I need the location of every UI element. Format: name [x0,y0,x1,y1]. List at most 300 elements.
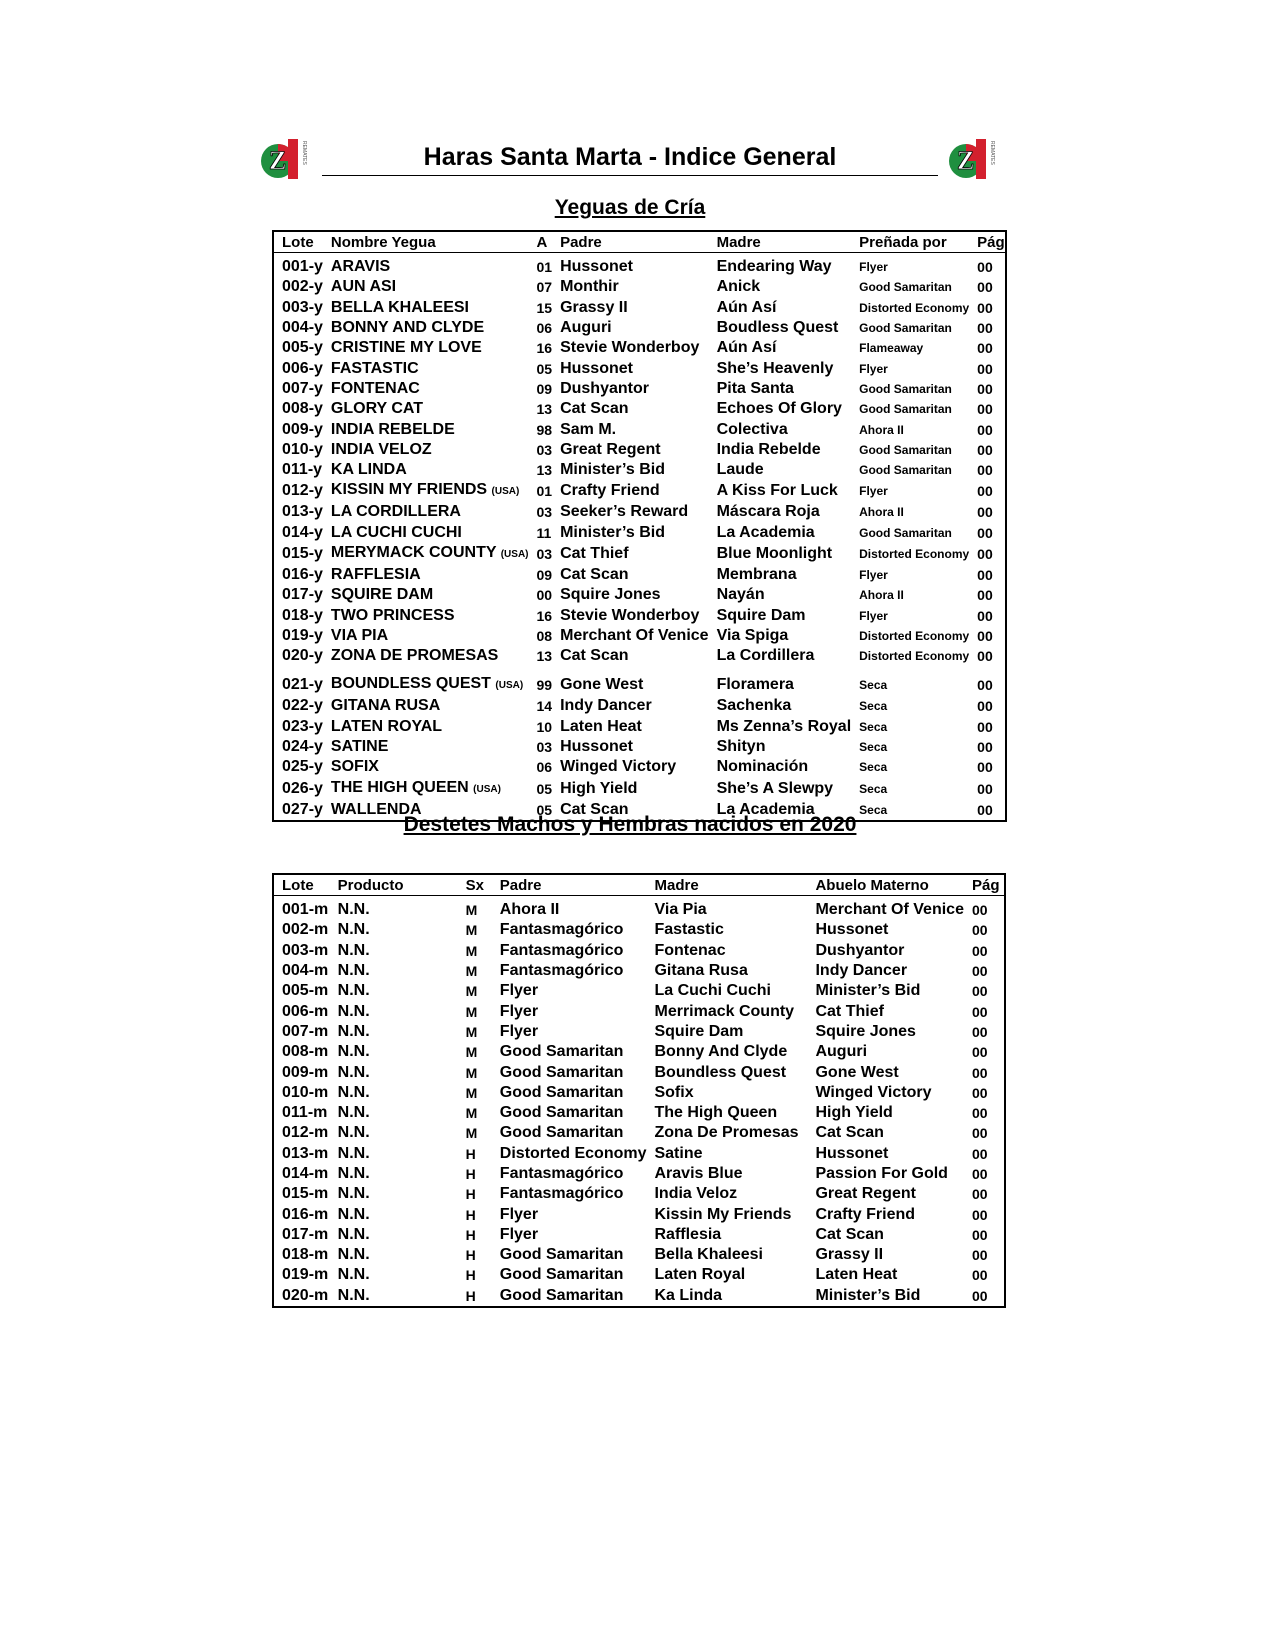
table-row [273,646,1006,666]
madre-cell: Pita Santa [716,379,794,397]
pag-cell: 00 [977,401,993,418]
padre-cell: Cat Thief [560,544,629,562]
prenada-cell: Good Samaritan [859,381,952,396]
lote-cell: 001-y [282,258,323,276]
madre-cell: Echoes Of Glory [716,400,842,418]
nombre-text: RAFFLESIA [330,566,421,583]
producto-cell: N.N. [337,1165,370,1182]
pag-cell: 00 [971,1267,988,1284]
age-cell: 16 [536,340,553,357]
lote-cell: 004-m [282,962,329,980]
madre-cell: Blue Moonlight [716,544,833,562]
padre-cell: Minister’s Bid [560,461,665,479]
abuelo-cell: Cat Thief [815,1002,884,1020]
producto-cell: N.N. [337,1083,370,1101]
col-abuelo: Abuelo Materno [807,874,964,896]
madre-cell: Aún Así [716,339,777,357]
nombre-text: BONNY AND CLYDE [330,319,485,337]
padre-cell: Hussonet [560,738,633,756]
abuelo-cell: Hussonet [815,1144,889,1162]
padre-cell: Seeker’s Reward [560,503,689,521]
age-cell: 03 [536,739,553,756]
remates-logo-right [948,135,1000,183]
madre-cell: Ms Zenna’s Royal [716,717,852,735]
pag-cell: 00 [977,627,993,644]
producto-cell: N.N. [337,1002,370,1020]
producto-cell: N.N. [337,1185,370,1203]
nombre-cell [323,646,529,666]
madre-cell: Fastastic [654,921,724,939]
prenada-cell: Good Samaritan [859,463,952,478]
col-pag: Pág [969,231,1006,253]
nombre-cell [323,626,529,646]
padre-cell: Great Regent [560,440,661,458]
lote-cell: 020-y [282,647,323,665]
prenada-cell: Ahora II [859,422,904,437]
svg-text:Z: Z [957,146,975,175]
pag-cell: 00 [971,1125,988,1142]
age-cell: 16 [536,607,553,624]
prenada-cell: Flyer [859,484,888,499]
table-row [273,1225,1005,1245]
yeguas-header-row [273,231,1006,253]
prenada-cell: Ahora II [859,505,904,520]
lote-cell: 002-m [282,921,329,939]
madre-cell: Satine [654,1144,703,1162]
producto-cell: N.N. [337,1205,370,1223]
padre-cell: Flyer [499,1225,539,1243]
table-row [273,920,1005,940]
pag-cell: 00 [971,1105,988,1122]
lote-cell: 017-y [282,586,323,604]
nombre-text: AUN ASI [330,278,397,296]
table-row [273,1204,1005,1224]
age-cell: 07 [536,279,553,296]
madre-cell: Máscara Roja [716,503,820,521]
table-row [273,298,1006,318]
padre-cell: Merchant Of Venice [560,626,709,644]
nombre-cell [323,399,529,419]
prenada-cell: Flyer [859,608,888,623]
nombre-text: MERYMACK COUNTY [330,543,497,561]
producto-cell: N.N. [337,1225,370,1243]
nombre-text: KISSIN MY FRIENDS [330,481,488,499]
padre-cell: Cat Scan [560,400,629,418]
nombre-cell [323,277,529,297]
nombre-text: ARAVIS [330,258,391,276]
abuelo-cell: Gone West [815,1063,899,1081]
producto-cell: N.N. [337,1246,370,1264]
padre-cell: Fantasmagórico [499,921,624,939]
lote-cell: 013-y [282,503,323,521]
abuelo-cell: Laten Heat [815,1266,898,1284]
sex-cell: M [465,902,478,919]
age-cell: 13 [536,648,553,665]
table-row [273,1184,1005,1204]
nombre-cell [323,605,529,625]
madre-cell: Boundless Quest [654,1063,787,1081]
table-row [273,626,1006,646]
producto-cell: N.N. [337,982,370,1000]
lote-cell: 023-y [282,717,323,735]
usa-badge: (USA) [491,486,520,498]
lote-cell: 025-y [282,758,323,776]
padre-cell: Monthir [560,278,619,296]
madre-cell: Nayán [716,586,765,604]
madre-cell: India Rebelde [716,440,821,458]
lote-cell: 014-y [282,523,323,541]
pag-cell: 00 [977,759,993,776]
table-row [273,1265,1005,1285]
pag-cell: 00 [977,259,993,276]
nombre-cell [323,298,529,318]
abuelo-cell: High Yield [815,1104,893,1122]
nombre-text: WALLENDA [330,800,422,818]
age-cell: 03 [536,545,553,562]
abuelo-cell: Winged Victory [815,1083,932,1101]
madre-cell: She’s Heavenly [716,359,834,377]
age-cell: 08 [536,627,553,644]
age-cell: 05 [536,360,553,377]
table-row [273,1164,1005,1184]
table-row [273,1022,1005,1042]
prenada-cell: Distorted Economy [859,546,970,561]
sex-cell: M [465,1003,478,1020]
nombre-text: LATEN ROYAL [330,717,443,735]
nombre-text: THE HIGH QUEEN [330,778,469,796]
table-row [273,523,1006,543]
producto-cell: N.N. [337,1043,370,1061]
pag-cell: 00 [977,421,993,438]
pag-cell: 00 [971,1186,988,1203]
table-row [273,717,1006,737]
abuelo-cell: Cat Scan [815,1124,884,1142]
pag-cell: 00 [977,739,993,756]
pag-cell: 00 [971,1247,988,1264]
madre-cell: A Kiss For Luck [716,482,838,500]
padre-cell: Gone West [560,676,644,694]
pag-cell: 00 [977,504,993,521]
pag-cell: 00 [977,279,993,296]
sex-cell: H [465,1186,476,1203]
nombre-text: ZONA DE PROMESAS [330,647,499,665]
pag-cell: 00 [977,780,993,797]
nombre-text: LA CUCHI CUCHI [330,523,462,541]
padre-cell: Grassy II [560,298,628,316]
yeguas-table [272,230,1007,822]
nombre-text: FONTENAC [330,379,420,397]
nombre-text: INDIA REBELDE [330,420,455,438]
pag-cell: 00 [971,942,988,959]
padre-cell: Cat Scan [560,647,629,665]
table-row [273,737,1006,757]
prenada-cell: Ahora II [859,588,904,603]
madre-cell: Aravis Blue [654,1165,743,1182]
padre-cell: Laten Heat [560,717,642,735]
nombre-cell [323,543,529,565]
prenada-cell: Seca [859,699,888,714]
table-row [273,1103,1005,1123]
table-row [273,480,1006,502]
madre-cell: Aún Así [716,298,777,316]
pag-cell: 00 [977,524,993,541]
col-lote: Lote [273,231,323,253]
madre-cell: Laten Royal [654,1266,746,1284]
table-row [273,896,1005,921]
prenada-cell: Distorted Economy [859,649,970,664]
table-row [273,318,1006,338]
abuelo-cell: Cat Scan [815,1225,884,1243]
lote-cell: 008-m [282,1043,329,1061]
sex-cell: M [465,922,478,939]
age-cell: 03 [536,504,553,521]
sex-cell: M [465,963,478,980]
age-cell: 14 [536,698,553,715]
table-row [273,253,1006,278]
abuelo-cell: Minister’s Bid [815,982,921,1000]
age-cell: 05 [536,801,553,818]
nombre-text: BELLA KHALEESI [330,298,469,316]
padre-cell: Good Samaritan [499,1124,624,1142]
col-padre: Padre [552,231,709,253]
col-a: A [529,231,553,253]
pag-cell: 00 [971,1166,988,1182]
pag-cell: 00 [977,360,993,377]
producto-cell: N.N. [337,921,370,939]
producto-cell: N.N. [337,1144,370,1162]
lote-cell: 009-m [282,1063,329,1081]
pag-cell: 00 [971,922,988,939]
usa-badge: (USA) [473,783,501,795]
nombre-text: GITANA RUSA [330,697,441,715]
lote-cell: 027-y [282,800,323,818]
lote-cell: 022-y [282,697,323,715]
nombre-text: INDIA VELOZ [330,440,432,458]
pag-cell: 00 [971,1287,988,1304]
nombre-cell [323,523,529,543]
pag-cell: 00 [971,1145,988,1162]
age-cell: 00 [536,587,553,604]
svg-text:REMATES: REMATES [989,141,995,165]
table-row [273,1001,1005,1021]
sex-cell: H [465,1206,476,1223]
padre-cell: Dushyantor [560,379,649,397]
pag-cell: 00 [977,441,993,458]
table-row [273,605,1006,625]
prenada-cell: Seca [859,760,888,775]
lote-cell: 016-y [282,566,323,583]
lote-cell: 013-m [282,1144,329,1162]
padre-cell: Hussonet [560,359,633,377]
sex-cell: M [465,983,478,1000]
prenada-cell: Flyer [859,260,888,275]
madre-cell: Fontenac [654,941,726,959]
nombre-cell [323,338,529,358]
table-row [273,543,1006,565]
nombre-cell [323,480,529,502]
nombre-cell [323,379,529,399]
lote-cell: 026-y [282,779,323,797]
nombre-text: SOFIX [330,758,379,776]
madre-cell: Rafflesia [654,1225,722,1243]
abuelo-cell: Dushyantor [815,941,905,959]
prenada-cell: Seca [859,781,888,796]
lote-cell: 005-m [282,982,329,1000]
nombre-cell [323,318,529,338]
padre-cell: Auguri [560,319,612,337]
lote-cell: 011-y [282,461,323,479]
age-cell: 13 [536,401,553,418]
col-sx: Sx [458,874,492,896]
pag-cell: 00 [977,607,993,624]
pag-cell: 00 [971,902,988,919]
padre-cell: Fantasmagórico [499,1165,624,1182]
madre-cell: Merrimack County [654,1002,795,1020]
lote-cell: 001-m [282,901,329,919]
padre-cell: Indy Dancer [560,697,652,715]
pag-cell: 00 [977,587,993,604]
age-cell: 06 [536,759,553,776]
table-row [273,277,1006,297]
nombre-cell [323,757,529,777]
abuelo-cell: Great Regent [815,1185,916,1203]
sex-cell: H [465,1226,476,1243]
nombre-text: LA CORDILLERA [330,503,461,521]
col-pag: Pág [964,874,1005,896]
pag-cell: 00 [977,380,993,397]
table-row [273,1042,1005,1062]
nombre-text: CRISTINE MY LOVE [330,339,482,357]
pag-cell: 00 [971,1084,988,1101]
nombre-cell [323,358,529,378]
remates-logo-left [260,135,312,183]
pag-cell: 00 [971,1064,988,1081]
table-row [273,1245,1005,1265]
lote-cell: 012-y [282,482,323,500]
pag-cell: 00 [977,567,993,583]
lote-cell: 019-y [282,626,323,644]
lote-cell: 020-m [282,1286,329,1304]
abuelo-cell: Grassy II [815,1246,884,1264]
padre-cell: Cat Scan [560,566,629,583]
pag-cell: 00 [977,299,993,316]
pag-cell: 00 [977,483,993,500]
col-madre: Madre [709,231,852,253]
madre-cell: India Veloz [654,1185,738,1203]
col-nombre: Nombre Yegua [323,231,529,253]
lote-cell: 006-m [282,1002,329,1020]
svg-text:REMATES: REMATES [301,141,307,165]
sex-cell: M [465,1064,478,1081]
madre-cell: Sofix [654,1083,694,1101]
lote-cell: 010-y [282,440,323,458]
usa-badge: (USA) [495,680,524,692]
table-row [273,585,1006,605]
pag-cell: 00 [977,718,993,735]
table-row [273,757,1006,777]
sex-cell: M [465,1125,478,1142]
nombre-cell [323,717,529,737]
lote-cell: 005-y [282,339,323,357]
pag-cell: 00 [977,801,993,818]
lote-cell: 009-y [282,420,323,438]
age-cell: 09 [536,380,553,397]
madre-cell: Anick [716,278,761,296]
padre-cell: Ahora II [499,901,560,919]
lote-cell: 012-m [282,1124,329,1142]
nombre-cell [323,737,529,757]
lote-cell: 014-m [282,1165,329,1182]
madre-cell: Bella Khaleesi [654,1246,763,1264]
nombre-text: VIA PIA [330,626,389,644]
padre-cell: Crafty Friend [560,482,660,500]
age-cell: 01 [536,259,553,276]
padre-cell: Squire Jones [560,586,661,604]
table-row [273,338,1006,358]
table-row [273,1083,1005,1103]
madre-cell: La Academia [716,800,815,818]
age-cell: 11 [536,524,552,541]
padre-cell: Fantasmagórico [499,941,624,959]
table-row [273,358,1006,378]
nombre-cell [323,696,529,716]
lote-cell: 006-y [282,359,323,377]
svg-text:Z: Z [269,146,287,175]
prenada-cell: Good Samaritan [859,525,952,540]
pag-cell: 00 [971,1226,988,1243]
producto-cell: N.N. [337,1063,370,1081]
nombre-cell [323,460,529,480]
lote-cell: 018-y [282,606,323,624]
destetes-section-title: Destetes Machos y Hembras nacidos en 2020 [403,813,857,836]
madre-cell: Via Spiga [716,626,789,644]
madre-cell: Kissin My Friends [654,1205,792,1223]
producto-cell: N.N. [337,1104,370,1122]
table-row [273,379,1006,399]
nombre-cell [323,440,529,460]
prenada-cell: Distorted Economy [859,300,970,315]
nombre-cell [323,419,529,439]
madre-cell: La Cordillera [716,647,815,665]
abuelo-cell: Indy Dancer [815,962,908,980]
padre-cell: Flyer [499,982,539,1000]
padre-cell: Good Samaritan [499,1104,624,1122]
lote-cell: 011-m [282,1104,328,1122]
prenada-cell: Good Samaritan [859,280,952,295]
abuelo-cell: Passion For Gold [815,1165,948,1182]
abuelo-cell: Squire Jones [815,1022,916,1040]
prenada-cell: Seca [859,678,888,693]
age-cell: 05 [536,780,553,797]
pag-cell: 00 [977,648,993,665]
nombre-cell [323,565,529,585]
pag-cell: 00 [977,320,993,337]
producto-cell: N.N. [337,941,370,959]
padre-cell: Hussonet [560,258,633,276]
age-cell: 06 [536,320,553,337]
table-row [273,565,1006,585]
sex-cell: H [465,1247,476,1264]
madre-cell: Floramera [716,676,794,694]
madre-cell: Membrana [716,566,797,583]
col-producto: Producto [330,874,458,896]
col-padre: Padre [492,874,647,896]
nombre-text: BOUNDLESS QUEST [330,675,491,693]
padre-cell: Flyer [499,1002,539,1020]
prenada-cell: Flameaway [859,341,924,356]
age-cell: 09 [536,567,553,583]
sex-cell: M [465,1044,478,1061]
